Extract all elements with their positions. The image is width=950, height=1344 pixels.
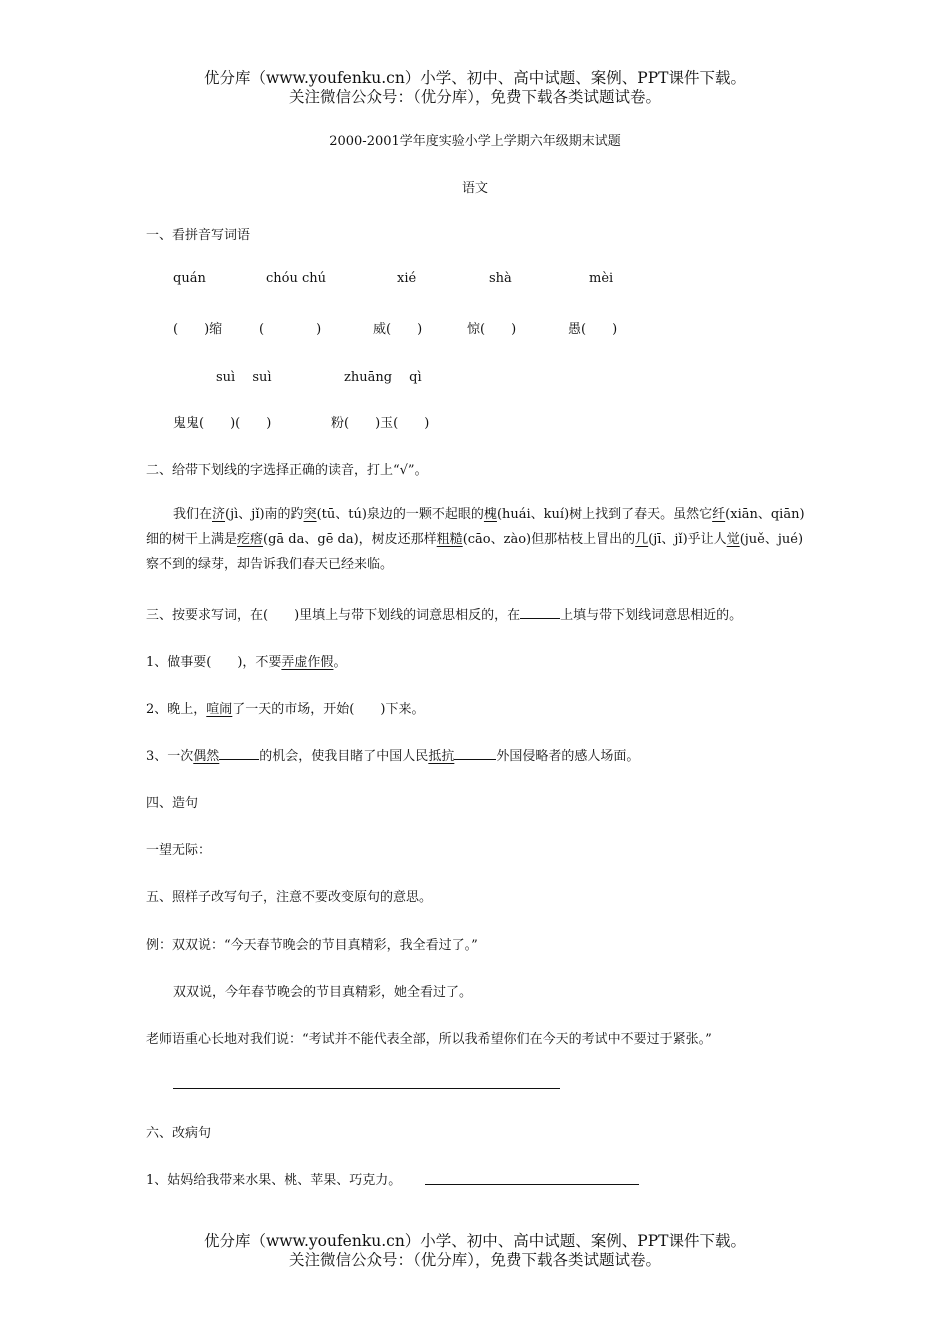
section-3-heading: 三、按要求写词，在( )里填上与带下划线的词意思相反的，在 上填与带下划线词意思相近的。 [146, 608, 743, 623]
pinyin-sha: shà [489, 271, 512, 286]
section-1-heading: 一、看拼音写词语 [146, 228, 251, 243]
underlined-huai: 槐 [483, 507, 497, 522]
section-3-q2: 2、晚上，喧闹了一天的市场，开始( )下来。 [146, 702, 425, 717]
underlined-tu: 突 [303, 507, 317, 522]
section-6-answer-line[interactable] [425, 1184, 639, 1185]
section-3-q1: 1、做事要( )，不要弄虚作假。 [146, 655, 347, 670]
underlined-xian: 纤 [712, 507, 726, 522]
section-2-heading: 二、给带下划线的字选择正确的读音，打上“√”。 [146, 463, 428, 478]
underlined-cucao: 粗糙 [436, 532, 463, 547]
blank-suo[interactable]: ( )缩 [173, 322, 223, 337]
underlined-jihu: 几 [635, 532, 649, 547]
footer-line-1: 优分库（www.youfenku.cn）小学、初中、高中试题、案例、PPT课件下载。 [203, 1232, 747, 1250]
exam-title: 2000-2001学年度实验小学上学期六年级期末试题 [329, 134, 621, 149]
pinyin-zhuangqi: zhuāng qì [344, 370, 422, 385]
section-5-answer-line[interactable] [173, 1088, 560, 1089]
underlined-geda: 疙瘩 [237, 532, 264, 547]
section-6-q1: 1、姑妈给我带来水果、桃、苹果、巧克力。 [146, 1173, 402, 1188]
blank-yu[interactable]: 愚( ) [568, 322, 618, 337]
blank-chouchu[interactable]: ( ) [259, 322, 322, 337]
section-3-q3: 3、一次偶然 的机会，使我目睹了中国人民抵抗 外国侵略者的感人场面。 [146, 749, 640, 764]
blank-fenyu[interactable]: 粉( )玉( ) [331, 416, 430, 431]
header-line-1: 优分库（www.youfenku.cn）小学、初中、高中试题、案例、PPT课件下载。 [203, 69, 747, 87]
answer-blank-2[interactable] [454, 747, 496, 760]
footer-line-2: 关注微信公众号：（优分库），免费下载各类试题试卷。 [288, 1251, 661, 1269]
blank-jing[interactable]: 惊( ) [467, 322, 517, 337]
section-6-heading: 六、改病句 [146, 1126, 212, 1141]
pinyin-xie: xié [397, 271, 417, 286]
underlined-ji: 济 [212, 507, 226, 522]
header-line-2: 关注微信公众号：（优分库），免费下载各类试题试卷。 [288, 88, 661, 106]
pinyin-suisui: suì suì [216, 370, 272, 385]
section-4-item: 一望无际： [146, 843, 212, 858]
answer-blank-1[interactable] [219, 747, 259, 760]
heading-blank-line [520, 606, 560, 619]
section-5-example: 例：双双说：“今天春节晚会的节目真精彩，我全看过了。” [146, 938, 478, 953]
section-2-paragraph: 我们在济(jì、jǐ)南的趵突(tū、tú)泉边的一颗不起眼的槐(huái、kuí)树上找到了春天。虽然它纤(xiān、qiān)细的树干上满是疙瘩(gā da、gē da)，树皮还那样粗糙(cāo、zào)但那枯枝上冒出的几(jī、jǐ)乎让人觉(juě、jué)察不到的绿芽，却告诉我们春天已经来临。 [146, 507, 805, 572]
blank-wei[interactable]: 威( ) [373, 322, 423, 337]
pinyin-chouchu: chóu chú [266, 271, 327, 286]
section-5-example-answer: 双双说，今年春节晚会的节目真精彩，她全看过了。 [173, 985, 473, 1000]
blank-guigui[interactable]: 鬼鬼( )( ) [173, 416, 272, 431]
underlined-jue: 觉 [726, 532, 740, 547]
section-5-heading: 五、照样子改写句子，注意不要改变原句的意思。 [146, 890, 433, 905]
section-5-question: 老师语重心长地对我们说：“考试并不能代表全部，所以我希望你们在今天的考试中不要过于紧张。” [146, 1032, 712, 1047]
pinyin-quan: quán [173, 271, 206, 286]
section-4-heading: 四、造句 [146, 796, 199, 811]
pinyin-mei: mèi [589, 271, 614, 286]
exam-subject: 语文 [461, 181, 488, 196]
